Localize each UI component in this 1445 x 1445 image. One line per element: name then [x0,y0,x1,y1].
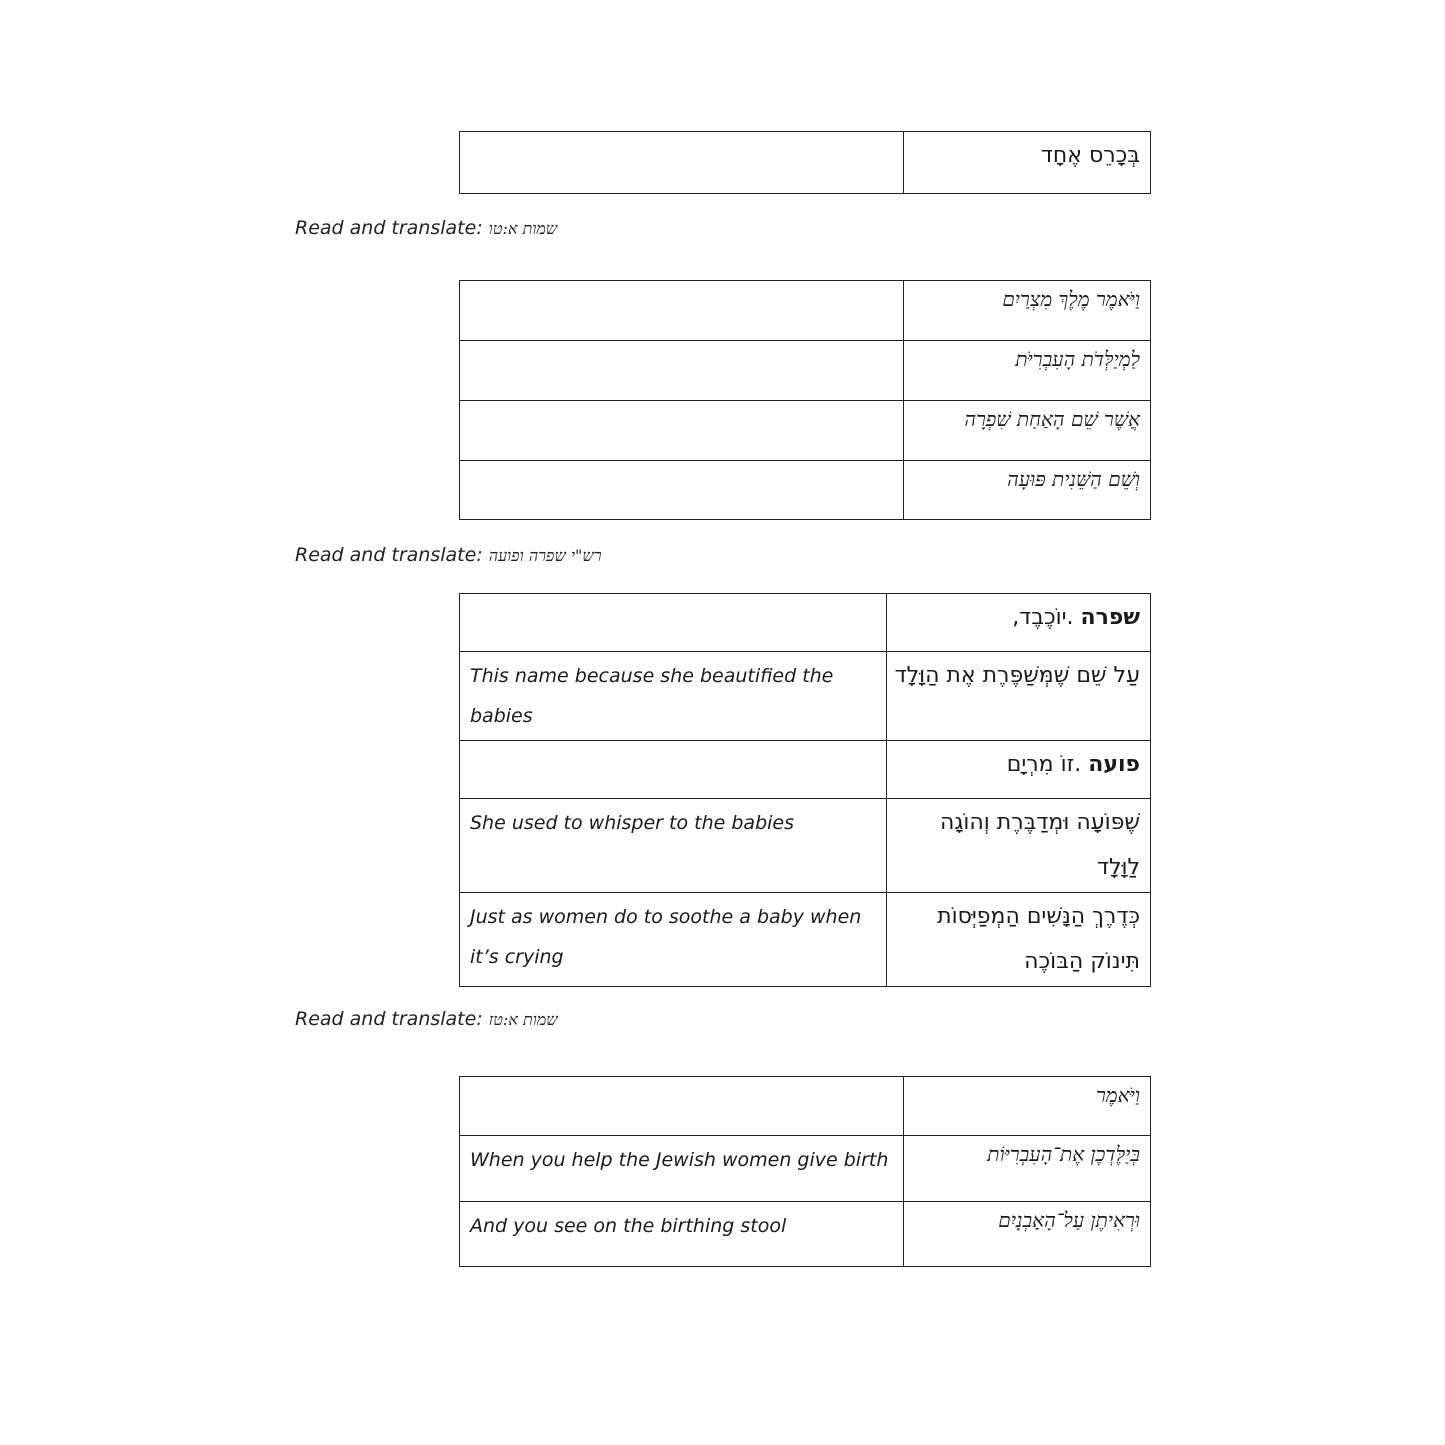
english-cell [460,341,904,401]
hebrew-cell: בְּיַלֶּדְכֶן אֶת־הָעִבְרִיּוֹת [904,1136,1151,1202]
english-cell [460,132,904,194]
english-cell [460,594,887,652]
english-cell: This name because she beautified the babies [460,652,887,741]
hebrew-cell: בְּכָרֵס אֶחָד [904,132,1151,194]
table-row [460,1077,1151,1136]
table-row [460,461,1151,520]
table-row [460,893,1151,987]
instruction-4 [295,1008,558,1030]
source-reference: שמות א:טז [488,1010,558,1029]
table-row [460,341,1151,401]
table-row [460,652,1151,741]
english-cell [460,1077,904,1136]
instruction-label: Read and translate: [295,217,483,239]
hebrew-cell: לַמְיַלְּדֹת הָעִבְרִיֹּת [904,341,1151,401]
table-3 [459,593,1151,987]
hebrew-gloss: .זוֹ מִרְיָם [1006,752,1082,777]
instruction-2 [295,217,557,239]
english-cell: Just as women do to soothe a baby when it’s crying [460,893,887,987]
hebrew-cell: וְשֵׁם הַשֵּׁנִית פּוּעָה [904,461,1151,520]
hebrew-cell: שֶׁפּוֹעָה וּמְדַבֶּרֶת וְהוֹגָה לַוָּלָד [887,799,1151,893]
english-cell [460,741,887,799]
hebrew-cell: כְּדֶרֶךְ הַנָּשִׁים הַמְפַיְּסוֹת תִּינוֹק הַבּוֹכֶה [887,893,1151,987]
instruction-label: Read and translate: [295,1008,483,1030]
hebrew-bold-term: שפרה [1080,605,1140,630]
english-cell [460,461,904,520]
table-row [460,401,1151,461]
english-cell: When you help the Jewish women give birth [460,1136,904,1202]
table-row [460,799,1151,893]
table-row [460,281,1151,341]
hebrew-bold-term: פועה [1088,752,1140,777]
table-row [460,741,1151,799]
hebrew-cell: וַיֹּאמֶר מֶלֶךְ מִצְרַיִם [904,281,1151,341]
table-row [460,1136,1151,1202]
hebrew-gloss: .יוֹכֶבֶד, [1012,605,1074,630]
hebrew-cell: אֲשֶׁר שֵׁם הָאַחַת שִׁפְרָה [904,401,1151,461]
table-row [460,132,1151,194]
table-row [460,594,1151,652]
hebrew-cell: וַיֹּאמֶר [904,1077,1151,1136]
table-2 [459,280,1151,520]
source-reference: שמות א:טו [488,219,558,238]
instruction-3 [295,544,602,566]
hebrew-cell [887,594,1151,652]
table-row [460,1202,1151,1267]
english-cell [460,281,904,341]
hebrew-cell: עַל שֵׁם שֶׁמְּשַׁפֶּרֶת אֶת הַוָּלָד [887,652,1151,741]
instruction-label: Read and translate: [295,544,483,566]
english-cell: And you see on the birthing stool [460,1202,904,1267]
table-1 [459,131,1151,194]
table-4 [459,1076,1151,1267]
hebrew-cell [887,741,1151,799]
english-cell [460,401,904,461]
source-reference: רש"י שפרה ופועה [488,546,602,565]
hebrew-cell: וּרְאִיתֶן עַל־הָאָבְנָיִם [904,1202,1151,1267]
english-cell: She used to whisper to the babies [460,799,887,893]
